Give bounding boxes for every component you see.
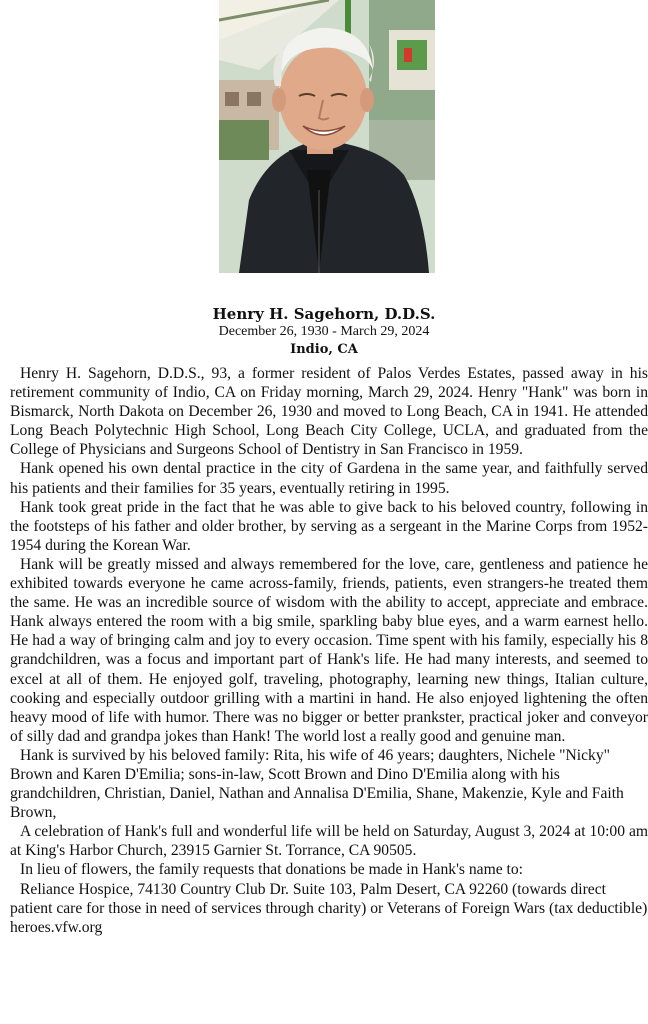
- location: Indio, CA: [290, 342, 358, 357]
- paragraph-donations-details: Reliance Hospice, 74130 Country Club Dr. Suite 103, Palm Desert, CA 92260 (towards direct patient care for those in need of services through charity) or Veterans of Foreign Wars (tax deductible) heroes.vfw.org: [10, 880, 648, 936]
- paragraph-survivors: Hank is survived by his beloved family: Rita, his wife of 46 years; daughters, Nichele "Nicky" Brown and Karen D'Emilia; sons-in-law, Scott Brown and Dino D'Emilia along with his grandchildren, Christian, Daniel, Nathan and Annalisa D'Emilia, Shane, Makenzie, Kyle and Faith Brown,: [10, 746, 624, 822]
- life-dates: December 26, 1930 - March 29, 2024: [218, 324, 430, 339]
- paragraph-biography: Henry H. Sagehorn, D.D.S., 93, a former resident of Palos Verdes Estates, passed away in his retirement community of Indio, CA on Friday morning, March 29, 2024. Henry "Hank" was born in Bismarck, North Dakota on December 26, 1930 and moved to Long Beach, CA in 1941. He attended Long Beach Polytechnic High School, Long Beach City College, UCLA, and graduated from the College of Physicians and Surgeons School of Dentistry in San Francisco in 1959.: [10, 365, 648, 459]
- portrait-photo: [219, 0, 435, 273]
- obituary-body: [10, 364, 648, 937]
- paragraph-remembrance: Hank will be greatly missed and always remembered for the love, care, gentleness and patience he exhibited towards everyone he came across-family, friends, patients, even strangers-he treated them the same. He was an incredible source of wisdom with the ability to accept, appreciate and embrace. Hank always entered the room with a big smile, sparkling baby blue eyes, and a warm earnest hello. He had a way of bringing calm and joy to every occasion. Time spent with his family, especially his 8 grandchildren, was a focus and important part of Hank's life. He had many interests, and seemed to excel at all of them. He enjoyed golf, traveling, photography, learning new things, Italian culture, cooking and especially outdoor grilling with a martini in hand. He also enjoyed lightening the often heavy mood of life with humor. There was no bigger or better prankster, practical joker and conveyor of silly dad and grandpa jokes than Hank! The world lost a really good and genuine man.: [10, 555, 648, 745]
- paragraph-donations-intro: In lieu of flowers, the family requests that donations be made in Hank's name to:: [20, 861, 523, 879]
- portrait-icon: [219, 0, 435, 273]
- deceased-name: Henry H. Sagehorn, D.D.S.: [212, 305, 436, 323]
- obituary-header: [0, 305, 648, 359]
- paragraph-celebration: A celebration of Hank's full and wonderful life will be held on Saturday, August 3, 2024 at 10:00 am at King's Harbor Church, 23915 Garnier St. Torrance, CA 90505.: [10, 823, 648, 860]
- paragraph-service: Hank took great pride in the fact that he was able to give back to his beloved country, following in the footsteps of his father and older brother, by serving as a sergeant in the Marine Corps from 1952-1954 during the Korean War.: [10, 498, 648, 554]
- paragraph-career: Hank opened his own dental practice in the city of Gardena in the same year, and faithfully served his patients and their families for 35 years, eventually retiring in 1995.: [10, 460, 648, 497]
